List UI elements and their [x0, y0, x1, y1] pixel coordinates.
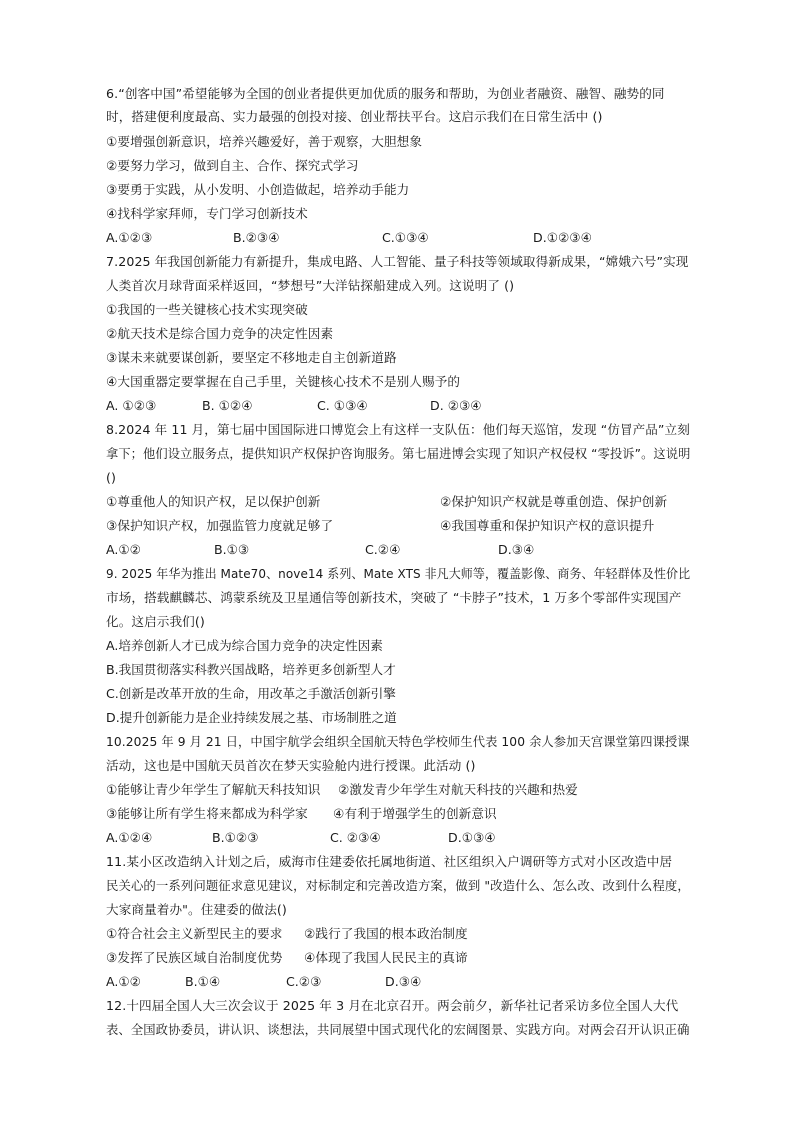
q9-stem-line1: 9. 2025 年华为推出 Mate70、nove14 系列、Mate XTS 非凡大师等，覆盖影像、商务、年轻群体及性价比: [106, 566, 691, 581]
q11-statement-1: ①符合社会主义新型民主的要求: [106, 926, 283, 941]
q7-statement-1: ①我国的一些关键核心技术实现突破: [106, 302, 308, 317]
q10-statement-4: ④有利于增强学生的创新意识: [333, 806, 497, 821]
q11-statement-2: ②践行了我国的根本政治制度: [304, 926, 468, 941]
q6-option-d[interactable]: D.①②③④: [533, 230, 592, 245]
q6-option-c[interactable]: C.①③④: [382, 230, 429, 245]
q7-statement-3: ③谋未来就要谋创新，要坚定不移地走自主创新道路: [106, 350, 397, 365]
q11-option-b[interactable]: B.①④: [185, 974, 221, 989]
q8-statement-3: ③保护知识产权，加强监管力度就足够了: [106, 518, 334, 533]
q10-statement-1: ①能够让青少年学生了解航天科技知识: [106, 782, 321, 797]
q9-option-c[interactable]: C.创新是改革开放的生命，用改革之手激活创新引擎: [106, 686, 396, 701]
q8-stem-line1: 8.2024 年 11 月，第七届中国国际进口博览会上有这样一支队伍：他们每天巡馆，发现 “仿冒产品”立刻: [106, 422, 690, 437]
q7-stem-line1: 7.2025 年我国创新能力有新提升，集成电路、人工智能、量子科技等领域取得新成果，“嫦娥六号”实现: [106, 254, 689, 269]
q8-option-a[interactable]: A.①②: [106, 542, 141, 557]
q10-option-c[interactable]: C. ②③④: [330, 830, 381, 845]
q7-option-b[interactable]: B. ①②④: [202, 398, 253, 413]
q6-statement-4: ④找科学家拜师，专门学习创新技术: [106, 206, 308, 221]
q12-stem-line2: 表、全国政协委员，讲认识、谈想法，共同展望中国式现代化的宏阔图景、实践方向。对两会召开认识正确: [106, 1022, 690, 1037]
q6-statement-2: ②要努力学习，做到自主、合作、探究式学习: [106, 158, 359, 173]
q8-option-c[interactable]: C.②④: [365, 542, 401, 557]
q10-stem-line1: 10.2025 年 9 月 21 日，中国宇航学会组织全国航天特色学校师生代表 100 余人参加天宫课堂第四课授课: [106, 734, 690, 749]
q11-option-c[interactable]: C.②③: [286, 974, 322, 989]
q8-statement-2: ②保护知识产权就是尊重创造、保护创新: [440, 494, 668, 509]
q8-option-b[interactable]: B.①③: [214, 542, 250, 557]
q6-stem-line1: 6.“创客中国”希望能够为全国的创业者提供更加优质的服务和帮助，为创业者融资、融智、融势的同: [106, 86, 665, 101]
q10-option-d[interactable]: D.①③④: [448, 830, 496, 845]
q8-stem-line2: 拿下；他们设立服务点，提供知识产权保护咨询服务。第七届进博会实现了知识产权侵权 “零投诉”。这说明: [106, 446, 691, 461]
q10-statement-2: ②激发青少年学生对航天科技的兴趣和热爱: [338, 782, 578, 797]
q8-statement-1: ①尊重他人的知识产权，足以保护创新: [106, 494, 321, 509]
q11-statement-3: ③发挥了民族区域自治制度优势: [106, 950, 283, 965]
q9-option-a[interactable]: A.培养创新人才已成为综合国力竞争的决定性因素: [106, 638, 383, 653]
q11-stem-line1: 11.某小区改造纳入计划之后，威海市住建委依托属地街道、社区组织入户调研等方式对小区改造中居: [106, 854, 673, 869]
q10-stem-line2: 活动，这也是中国航天员首次在梦天实验舱内进行授课。此活动 (): [106, 758, 476, 773]
q6-option-b[interactable]: B.②③④: [233, 230, 280, 245]
q8-statement-4: ④我国尊重和保护知识产权的意识提升: [440, 518, 655, 533]
q7-statement-4: ④大国重器定要掌握在自己手里，关键核心技术不是别人赐予的: [106, 374, 461, 389]
q10-option-a[interactable]: A.①②④: [106, 830, 153, 845]
q11-stem-line2: 民关心的一系列问题征求意见建议，对标制定和完善改造方案，做到 "改造什么、怎么改、改到什么程度，: [106, 878, 690, 893]
q7-option-c[interactable]: C. ①③④: [317, 398, 368, 413]
q12-stem-line1: 12.十四届全国人大三次会议于 2025 年 3 月在北京召开。两会前夕，新华社记者采访多位全国人大代: [106, 998, 679, 1013]
q10-option-b[interactable]: B.①②③: [212, 830, 259, 845]
q7-stem-line2: 人类首次月球背面采样返回，“梦想号”大洋钻探船建成入列。这说明了 (): [106, 278, 515, 293]
q11-statement-4: ④体现了我国人民民主的真谛: [304, 950, 468, 965]
q9-stem-line2: 市场，搭载麒麟芯、鸿蒙系统及卫星通信等创新技术，突破了 “卡脖子”技术，1 万多个零部件实现国产: [106, 590, 682, 605]
q10-statement-3: ③能够让所有学生将来都成为科学家: [106, 806, 308, 821]
q11-option-d[interactable]: D.③④: [385, 974, 422, 989]
q11-stem-line3: 大家商量着办"。住建委的做法(): [106, 902, 287, 917]
q6-statement-3: ③要勇于实践，从小发明、小创造做起，培养动手能力: [106, 182, 410, 197]
q8-stem-line3: (): [106, 470, 117, 485]
q9-option-d[interactable]: D.提升创新能力是企业持续发展之基、市场制胜之道: [106, 710, 397, 725]
q9-stem-line3: 化。这启示我们(): [106, 614, 205, 629]
q9-option-b[interactable]: B.我国贯彻落实科教兴国战略，培养更多创新型人才: [106, 662, 396, 677]
q7-option-a[interactable]: A. ①②③: [106, 398, 157, 413]
q6-option-a[interactable]: A.①②③: [106, 230, 153, 245]
q6-statement-1: ①要增强创新意识，培养兴趣爱好，善于观察，大胆想象: [106, 134, 423, 149]
q8-option-d[interactable]: D.③④: [498, 542, 535, 557]
q6-stem-line2: 时，搭建便利度最高、实力最强的创投对接、创业帮扶平台。这启示我们在日常生活中 (): [106, 109, 603, 124]
q7-statement-2: ②航天技术是综合国力竞争的决定性因素: [106, 326, 334, 341]
q7-option-d[interactable]: D. ②③④: [430, 398, 482, 413]
q11-option-a[interactable]: A.①②: [106, 974, 141, 989]
